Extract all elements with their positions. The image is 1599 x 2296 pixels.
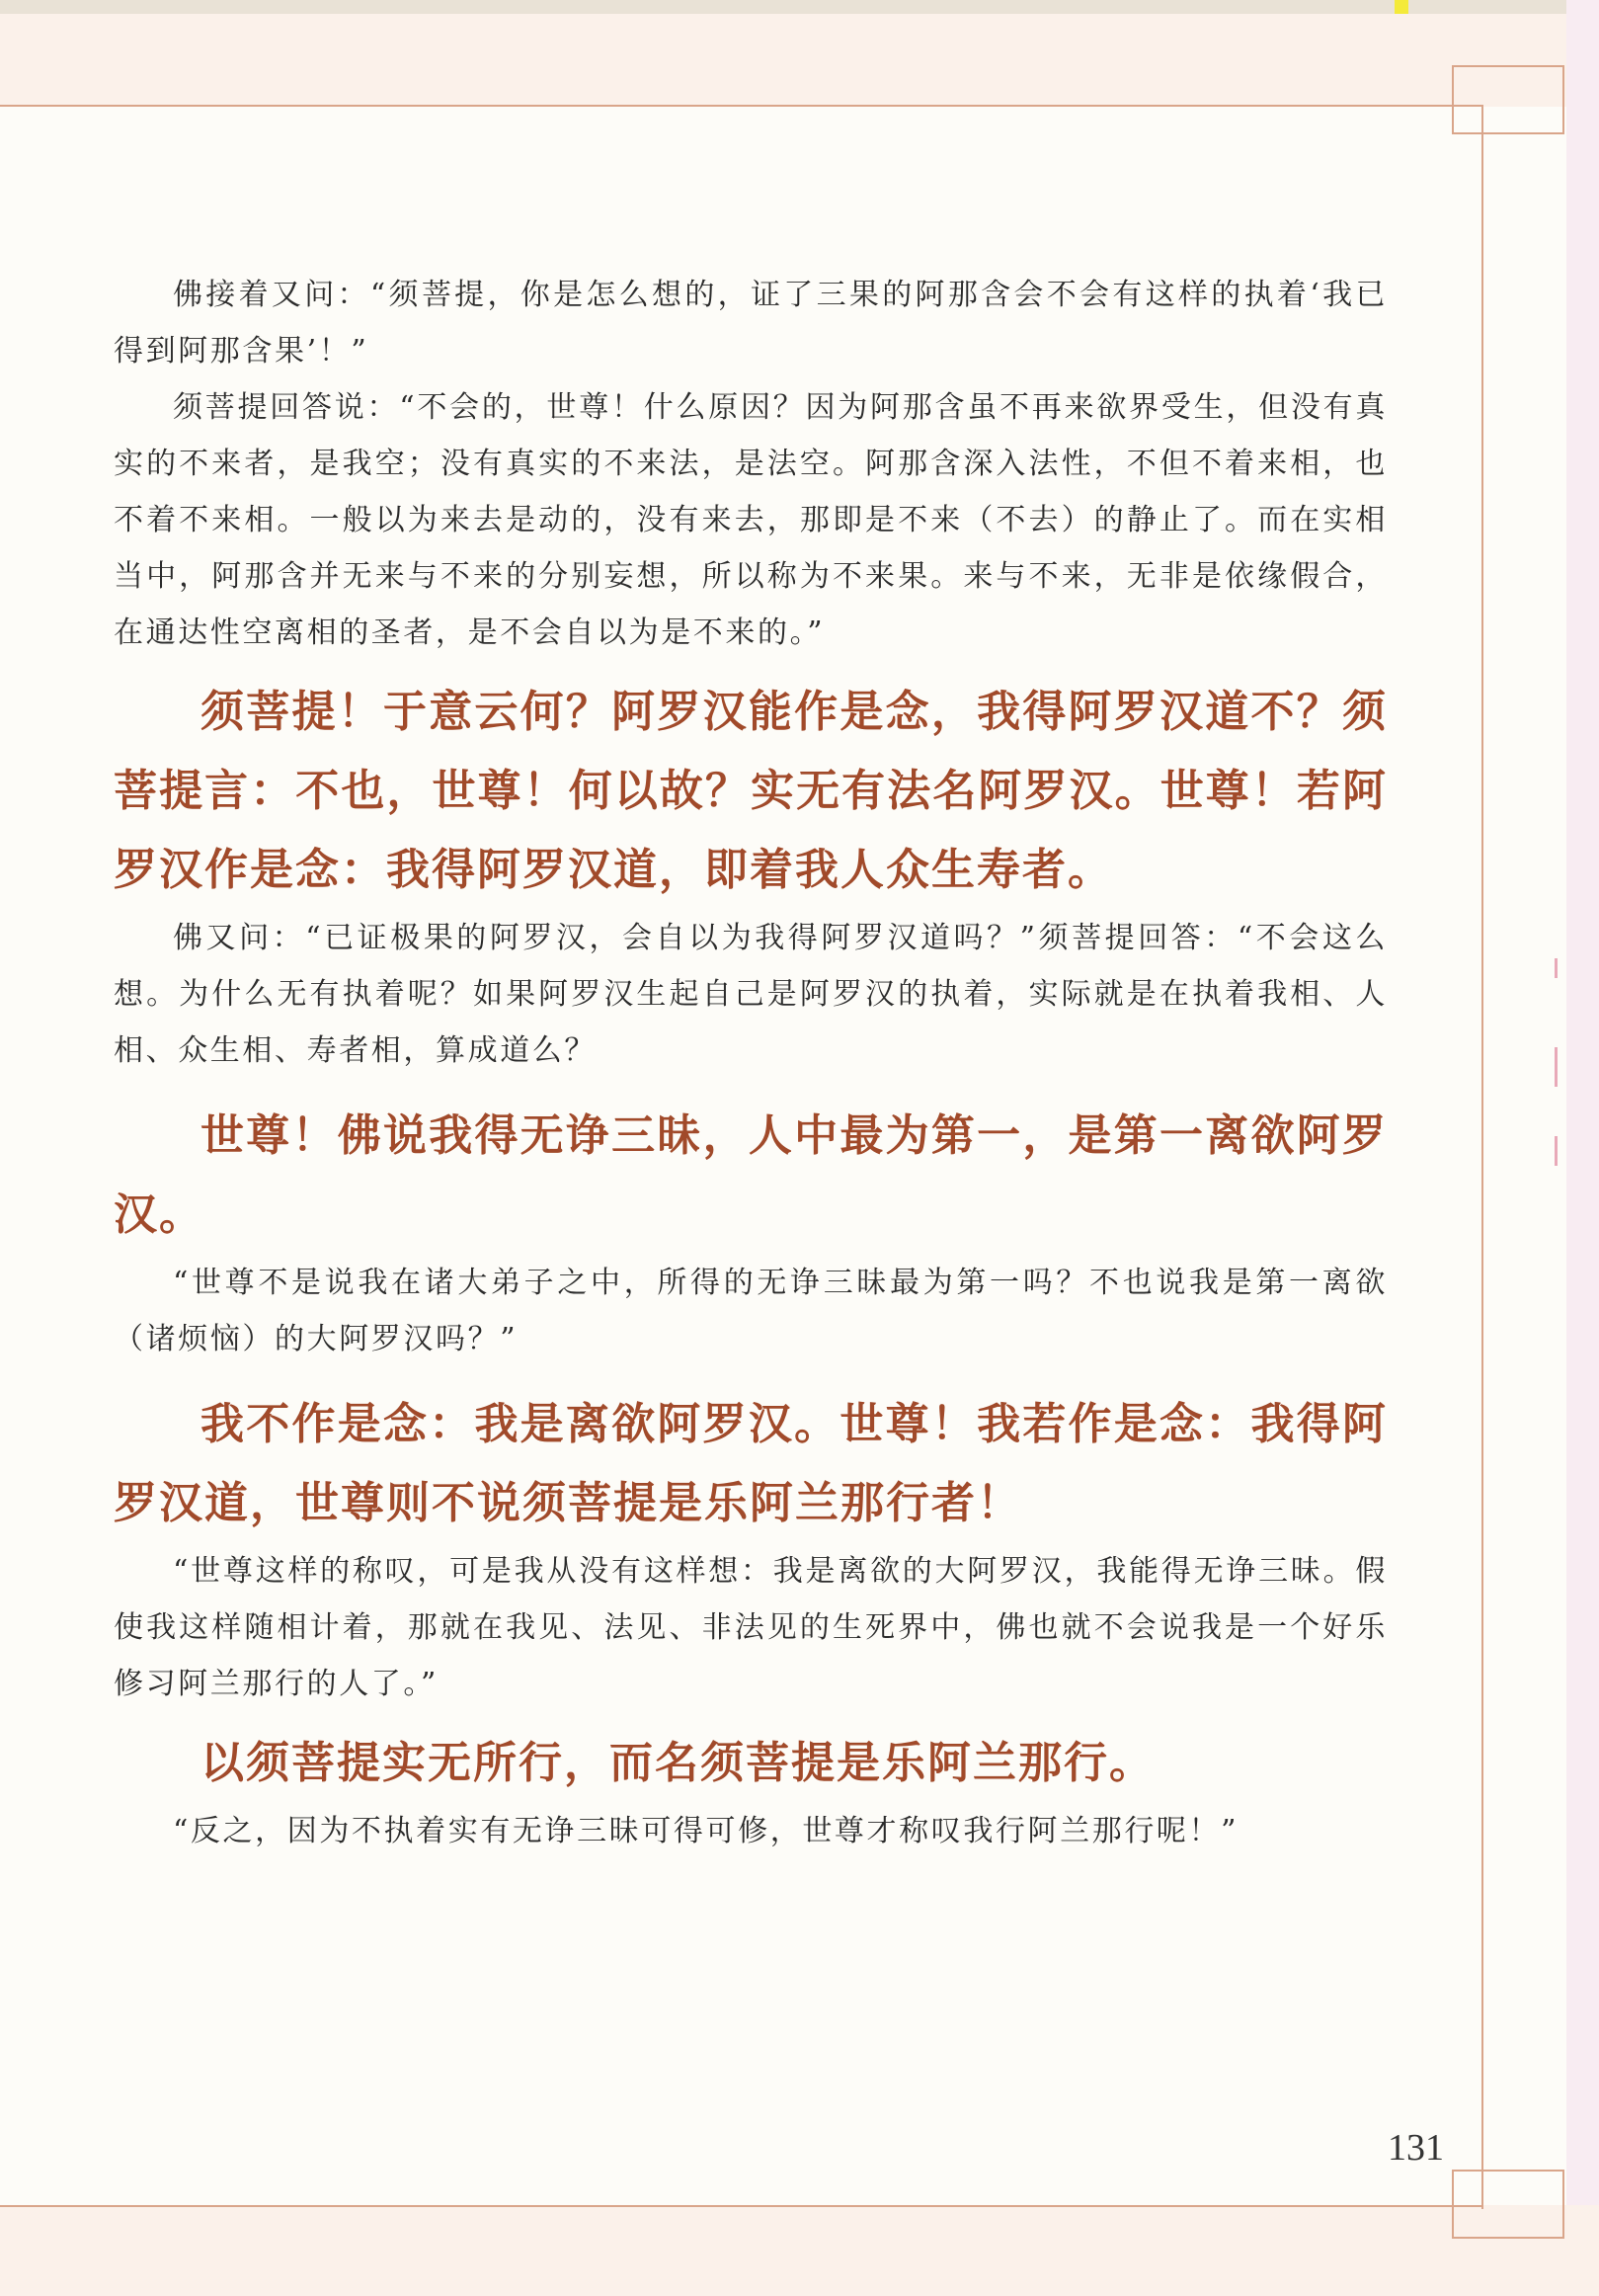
side-mark-1 [1555,958,1558,978]
frame-top-line [0,105,1481,107]
commentary-paragraph-6: “反之，因为不执着实有无诤三昧可得可修，世尊才称叹我行阿兰那行呢！” [173,1814,1239,1848]
commentary-paragraph-4: “世尊不是说我在诸大弟子之中，所得的无诤三昧最为第一吗？不也说我是第一离欲（诸烦恼）的大阿罗汉吗？” [114,1266,1388,1356]
commentary-paragraph-1: 佛接着又问：“须菩提，你是怎么想的，证了三果的阿那含会不会有这样的执着‘我已得到阿那含果’！” [114,278,1388,369]
sutra-paragraph-3: 我不作是念：我是离欲阿罗汉。世尊！我若作是念：我得阿罗汉道，世尊则不说须菩提是乐阿兰那行者！ [114,1399,1388,1528]
commentary-paragraph-5: “世尊这样的称叹，可是我从没有这样想：我是离欲的大阿罗汉，我能得无诤三昧。假使我这样随相计着，那就在我见、法见、非法见的生死界中，佛也就不会说我是一个好乐修习阿兰那行的人了。” [114,1554,1388,1701]
bottom-margin-band [0,2205,1599,2296]
page-content [114,267,1388,1859]
sutra-paragraph-2: 世尊！佛说我得无诤三昧，人中最为第一，是第一离欲阿罗汉。 [114,1110,1388,1240]
commentary-paragraph-3: 佛又问：“已证极果的阿罗汉，会自以为我得阿罗汉道吗？”须菩提回答：“不会这么想。为什么无有执着呢？如果阿罗汉生起自己是阿罗汉的执着，实际就是在执着我相、人相、众生相、寿者相，算成道么？ [114,921,1388,1068]
frame-bottom-right-corner [1452,2170,1564,2239]
sutra-paragraph-4: 以须菩提实无所行，而名须菩提是乐阿兰那行。 [200,1738,1155,1788]
frame-bottom-line [0,2205,1481,2207]
top-page-edge [0,0,1570,14]
sutra-paragraph-1: 须菩提！于意云何？阿罗汉能作是念，我得阿罗汉道不？须菩提言：不也，世尊！何以故？实无有法名阿罗汉。世尊！若阿罗汉作是念：我得阿罗汉道，即着我人众生寿者。 [114,687,1388,895]
right-margin-band [1566,0,1599,2296]
frame-right-line [1481,105,1483,2209]
frame-top-right-corner [1452,65,1564,134]
commentary-paragraph-2: 须菩提回答说：“不会的，世尊！什么原因？因为阿那含虽不再来欲界受生，但没有真实的不来者，是我空；没有真实的不来法，是法空。阿那含深入法性，不但不着来相，也不着不来相。一般以为来去是动的，没有来去，那即是不来（不去）的静止了。而在实相当中，阿那含并无来与不来的分别妄想，所以称为不来果。来与不来，无非是依缘假合，在通达性空离相的圣者，是不会自以为是不来的。” [114,390,1388,650]
side-mark-3 [1555,1136,1558,1166]
top-margin-band [0,0,1599,107]
side-mark-2 [1555,1047,1558,1087]
yellow-tab-mark [1395,0,1408,14]
page-number: 131 [1388,2127,1444,2169]
